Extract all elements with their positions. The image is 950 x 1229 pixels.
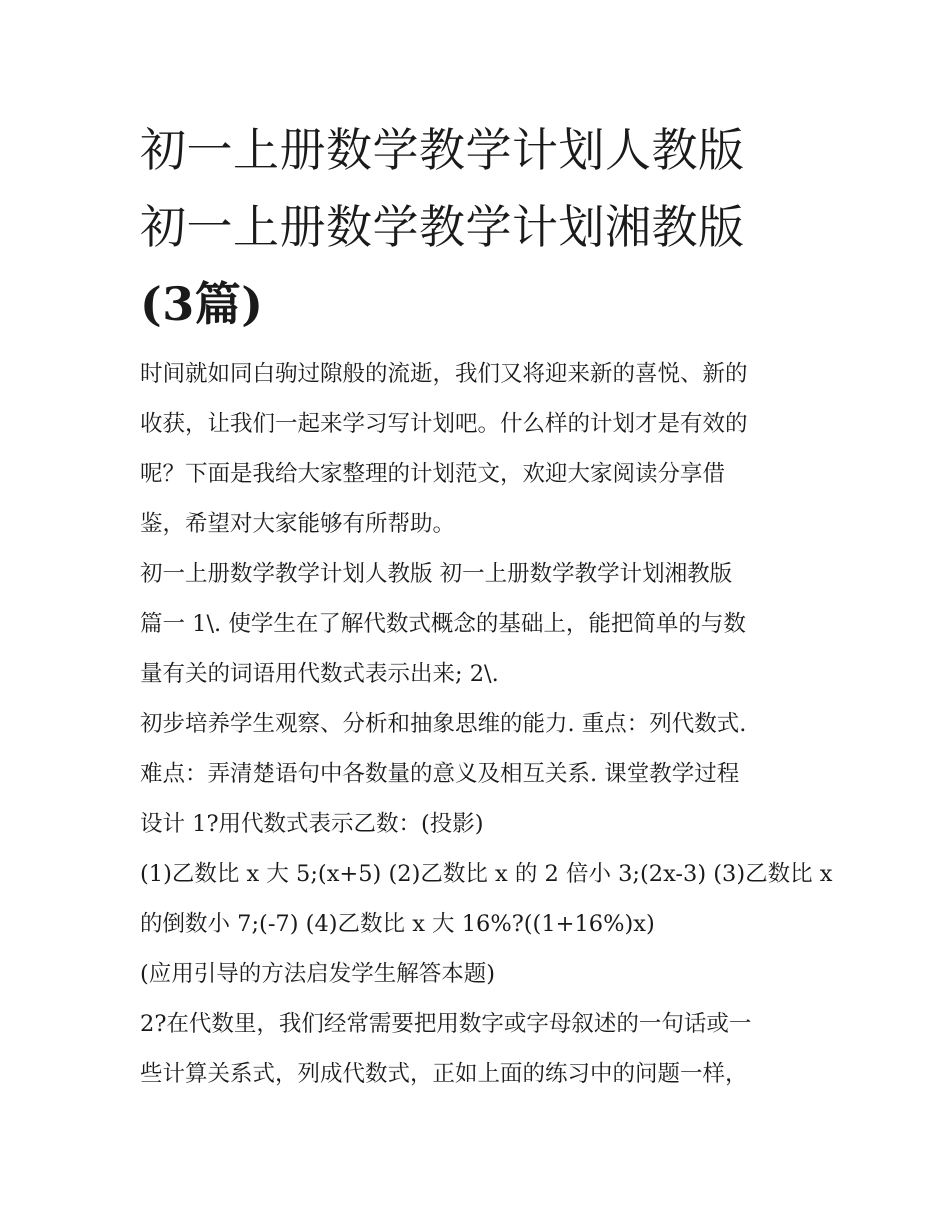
title-line: 初一上册数学教学计划人教版 <box>140 123 745 177</box>
title-line: 初一上册数学教学计划湘教版 <box>140 200 745 254</box>
text-line: 设计 1?用代数式表示乙数：(投影) <box>140 811 484 837</box>
text-line: 篇一 1\. 使学生在了解代数式概念的基础上，能把简单的与数 <box>140 611 746 637</box>
body-paragraph <box>140 549 820 699</box>
text-line: 2?在代数里，我们经常需要把用数字或字母叙述的一句话或一 <box>140 1011 752 1037</box>
text-line: 难点：弄清楚语句中各数量的意义及相互关系. 课堂教学过程 <box>140 761 740 787</box>
text-line: 呢？下面是我给大家整理的计划范文，欢迎大家阅读分享借 <box>140 461 726 487</box>
text-line: 的倒数小 7;(-7) (4)乙数比 x 大 16%?((1+16%)x) <box>140 911 655 937</box>
text-line: (1)乙数比 x 大 5;(x+5) (2)乙数比 x 的 2 倍小 3;(2x-3) (3)乙数比 x <box>140 861 833 887</box>
body-paragraph <box>140 949 820 999</box>
document-title <box>140 112 820 343</box>
text-line: 初步培养学生观察、分析和抽象思维的能力. 重点：列代数式. <box>140 711 747 737</box>
body-paragraph <box>140 849 833 949</box>
body-paragraph <box>140 999 820 1099</box>
intro-paragraph <box>140 349 820 549</box>
text-line: 初一上册数学教学计划人教版 初一上册数学教学计划湘教版 <box>140 561 733 587</box>
text-line: 收获，让我们一起来学习写计划吧。什么样的计划才是有效的 <box>140 411 748 437</box>
text-line: 量有关的词语用代数式表示出来; 2\. <box>140 661 499 687</box>
text-line: 鉴，希望对大家能够有所帮助。 <box>140 511 456 537</box>
title-line: (3篇) <box>140 277 264 331</box>
text-line: 些计算关系式，列成代数式，正如上面的练习中的问题一样， <box>140 1061 748 1087</box>
text-line: (应用引导的方法启发学生解答本题) <box>140 961 496 987</box>
document-page <box>140 112 833 1099</box>
text-line: 时间就如同白驹过隙般的流逝，我们又将迎来新的喜悦、新的 <box>140 361 748 387</box>
body-paragraph <box>140 699 820 849</box>
